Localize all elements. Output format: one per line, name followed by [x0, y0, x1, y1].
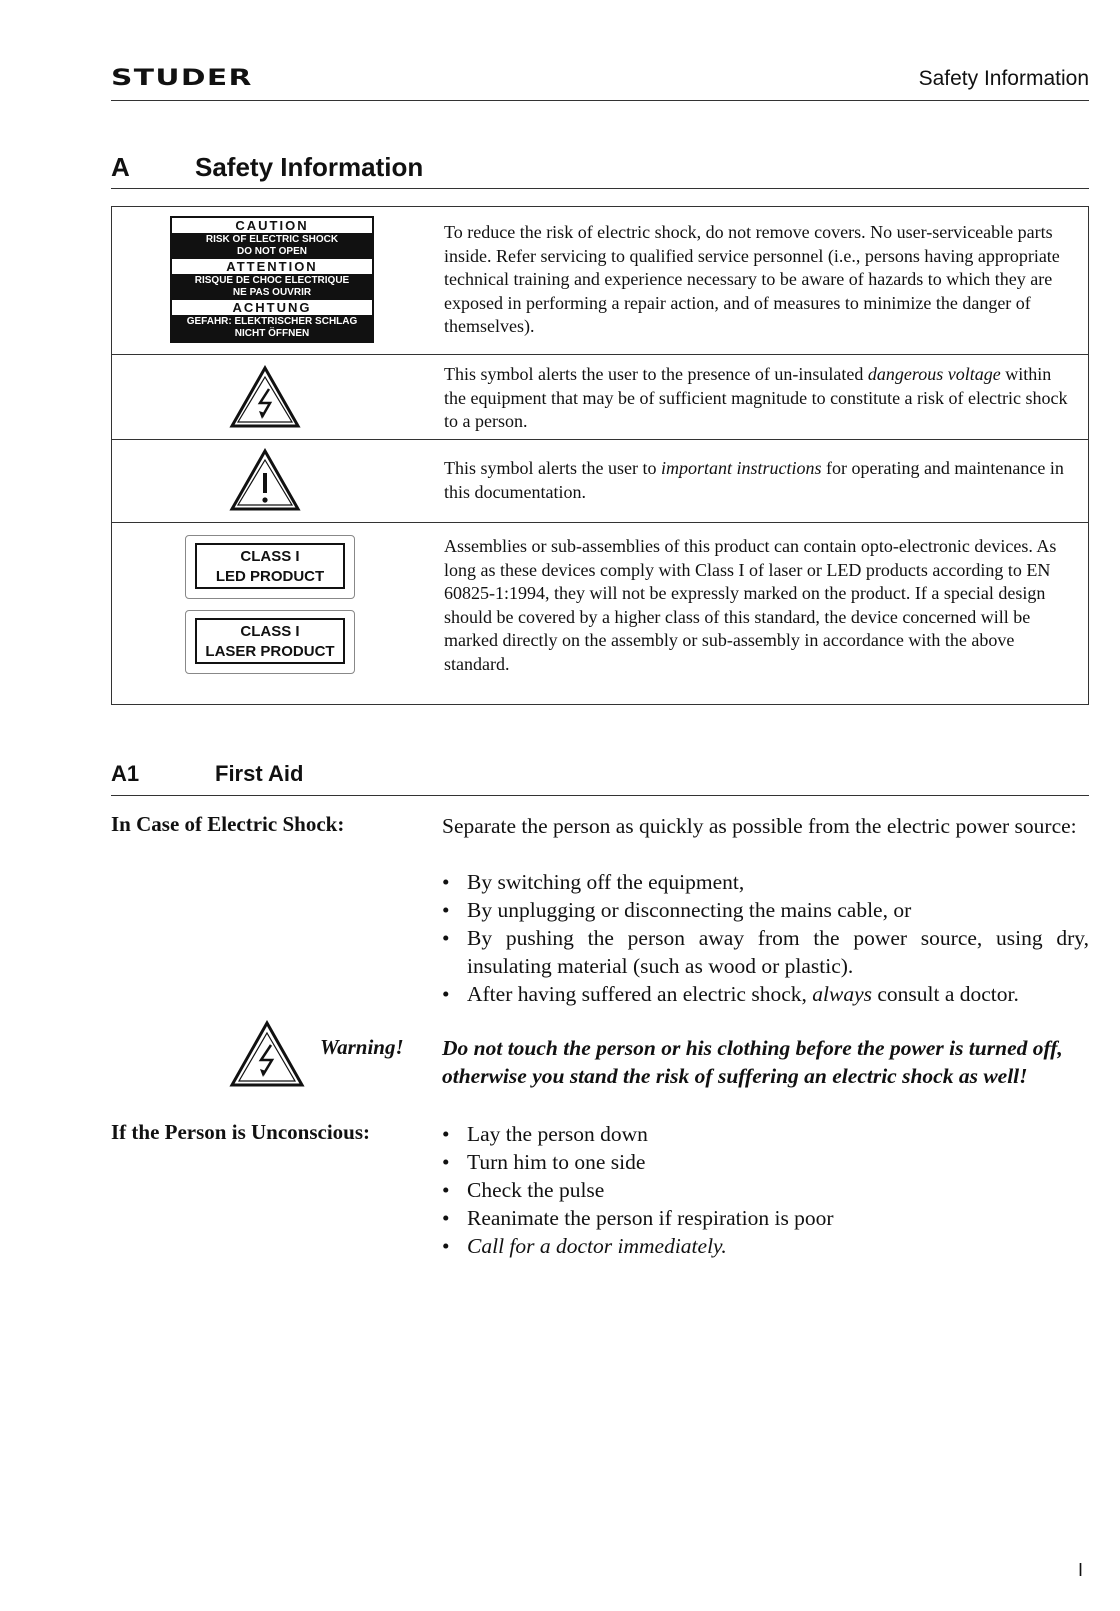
list-item: • Reanimate the person if respiration is poor — [442, 1206, 834, 1230]
attention-line: NE PAS OUVRIR — [232, 287, 312, 298]
led-product-label — [185, 535, 355, 599]
subsection-number: A1 — [111, 761, 140, 786]
achtung-title: ACHTUNG — [172, 300, 372, 315]
page-header — [111, 62, 1089, 101]
led-product-text: LED PRODUCT — [215, 568, 325, 585]
electric-shock-intro: Separate the person as quickly as possible from the electric power source: — [442, 814, 1077, 838]
laser-product-label — [185, 610, 355, 674]
caution-title: CAUTION — [172, 218, 372, 233]
list-item: • Call for a doctor immediately. — [442, 1234, 727, 1258]
list-item: • Check the pulse — [442, 1178, 605, 1202]
list-item: • By unplugging or disconnecting the mains cable, or — [442, 898, 912, 922]
list-item: • By switching off the equipment, — [442, 870, 745, 894]
laser-product-text: LASER PRODUCT — [205, 643, 335, 660]
list-item: • After having suffered an electric shock, always consult a doctor. — [442, 982, 1019, 1006]
achtung-line: NICHT ÖFFNEN — [234, 328, 310, 339]
attention-line: RISQUE DE CHOC ELECTRIQUE — [194, 275, 350, 286]
exclamation-warning-icon — [229, 448, 301, 512]
unconscious-list — [442, 1120, 1089, 1260]
caution-description: To reduce the risk of electric shock, do not remove covers. No user-serviceable parts inside. Refer servicing to qualified service personnel (i.e., persons having appropriate technical training and experience necessary to be aware of hazards to which they are exposed in performing a repair action, and of measures to minimize the danger of themselves). — [444, 222, 1060, 336]
warning-text: Do not touch the person or his clothing before the power is turned off, otherwise you stand the risk of suffering an electric shock as well! — [442, 1036, 1063, 1088]
safety-row-laser — [112, 523, 1088, 703]
safety-row-voltage — [112, 355, 1088, 440]
header-title: Safety Information — [918, 67, 1089, 90]
section-title: Safety Information — [195, 152, 424, 182]
caution-line: RISK OF ELECTRIC SHOCK — [205, 234, 339, 245]
page-number: I — [1078, 1560, 1084, 1580]
list-item: • By pushing the person away from the power source, using dry, insulating material (such as wood or plastic). — [442, 926, 1089, 978]
section-heading — [111, 148, 1089, 189]
caution-line: DO NOT OPEN — [236, 246, 307, 257]
electric-shock-list — [442, 868, 1089, 1008]
laser-class-text: CLASS I — [240, 623, 300, 640]
attention-title: ATTENTION — [172, 259, 372, 274]
safety-row-caution — [112, 207, 1088, 355]
list-item: • Lay the person down — [442, 1122, 648, 1146]
subsection-heading — [111, 760, 1089, 796]
lightning-warning-icon — [229, 1020, 305, 1088]
caution-label — [170, 216, 374, 343]
section-number: A — [111, 152, 130, 182]
achtung-line: GEFAHR: ELEKTRISCHER SCHLAG — [186, 316, 358, 327]
unconscious-label: If the Person is Unconscious: — [111, 1120, 371, 1144]
safety-table — [111, 206, 1089, 705]
laser-description: Assemblies or sub-assemblies of this product can contain opto-electronic devices. As long as these devices comply with Class I of laser or LED products according to EN 60825-1:1994, they will not be expressly marked on the product. If a special design should be covered by a higher class of this standard, the device concerned will be marked directly on the assembly or sub-assembly in accordance with the above standard. — [444, 536, 1057, 674]
warning-label: Warning! — [320, 1035, 404, 1059]
instructions-description: This symbol alerts the user to important instructions for operating and maintenance in this documentation. — [444, 458, 1064, 502]
voltage-description: This symbol alerts the user to the presence of un-insulated dangerous voltage within the equipment that may be of sufficient magnitude to constitute a risk of electric shock to a person. — [444, 364, 1068, 431]
subsection-title: First Aid — [215, 761, 304, 786]
led-class-text: CLASS I — [240, 548, 300, 565]
lightning-warning-icon — [229, 365, 301, 429]
studer-logo: STUDER — [111, 66, 253, 91]
safety-row-instructions — [112, 440, 1088, 523]
electric-shock-label: In Case of Electric Shock: — [111, 812, 345, 836]
list-item: • Turn him to one side — [442, 1150, 646, 1174]
